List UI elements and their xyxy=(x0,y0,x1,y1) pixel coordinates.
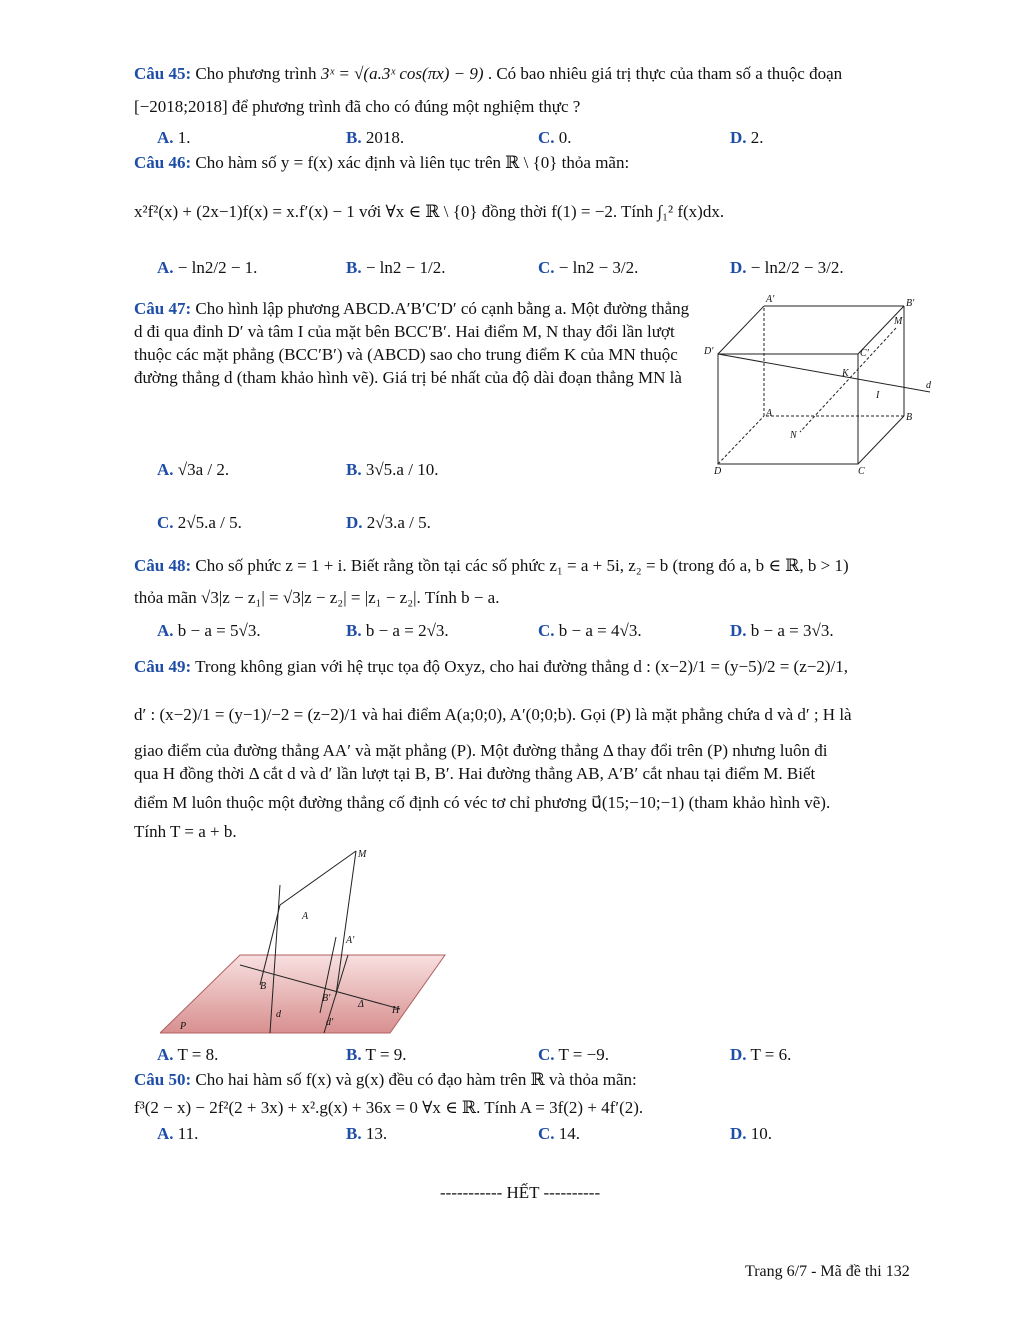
plane-p xyxy=(160,955,445,1033)
q45-option-d[interactable]: D. 2. xyxy=(730,128,764,147)
q45-equation: 3ˣ = √(a.3ˣ cos(πx) − 9) xyxy=(320,64,484,83)
q46-option-c[interactable]: C. − ln2 − 3/2. xyxy=(538,258,639,277)
q49-label: Câu 49: xyxy=(134,657,192,676)
svg-text:A′: A′ xyxy=(346,935,355,946)
svg-text:A: A xyxy=(766,408,773,419)
q45-option-b[interactable]: B. 2018. xyxy=(346,128,405,147)
q50-text2: f³(2 − x) − 2f²(2 + 3x) + x².g(x) + 36x = 0 ∀x ∈ ℝ. Tính A = 3f(2) + 4f′(2). xyxy=(134,1098,644,1117)
q49-line1 xyxy=(134,657,848,677)
q48-line1 xyxy=(134,556,849,576)
svg-text:d′: d′ xyxy=(326,1017,334,1028)
q45-text-pre: Cho phương trình xyxy=(195,64,317,83)
q49-text4: qua H đồng thời Δ cắt d và d′ lần lượt tại B, B′. Hai đường thẳng AB, A′B′ cắt nhau tại điểm M. Biết xyxy=(134,764,816,783)
q45-option-a[interactable]: A. 1. xyxy=(157,128,191,147)
q47-label: Câu 47: xyxy=(134,299,192,318)
svg-text:A′: A′ xyxy=(766,294,775,305)
q48-option-d[interactable]: D. b − a = 3√3. xyxy=(730,621,834,640)
q47-option-c[interactable]: C. 2√5.a / 5. xyxy=(157,513,242,532)
q48-text1: Cho số phức z = 1 + i. Biết rằng tồn tại các số phức z₁ = a + 5i, z₂ = b (trong đó a, b ∈ ℝ, b > 1) xyxy=(195,556,849,575)
q45-option-c[interactable]: C. 0. xyxy=(538,128,572,147)
q46-option-d[interactable]: D. − ln2/2 − 3/2. xyxy=(730,258,844,277)
svg-text:B′: B′ xyxy=(322,993,331,1004)
q50-option-b[interactable]: B. 13. xyxy=(346,1124,388,1143)
q49-text2: d′ : (x−2)/1 = (y−1)/−2 = (z−2)/1 và hai điểm A(a;0;0), A′(0;0;b). Gọi (P) là mặt phẳng chứa d và d′ ; H là xyxy=(134,705,852,724)
q46-text2: x²f²(x) + (2x−1)f(x) = x.f′(x) − 1 với ∀x ∈ ℝ \ {0} đồng thời f(1) = −2. Tính ∫₁² f(x)dx. xyxy=(134,202,725,221)
line-d xyxy=(718,354,930,392)
q48-option-b[interactable]: B. b − a = 2√3. xyxy=(346,621,449,640)
svg-text:M: M xyxy=(894,316,903,327)
q49-option-b[interactable]: B. T = 9. xyxy=(346,1045,407,1064)
plane-figure xyxy=(160,845,450,1037)
q49-text6: Tính T = a + b. xyxy=(134,822,237,841)
q47-option-a[interactable]: A. √3a / 2. xyxy=(157,460,230,479)
svg-text:B: B xyxy=(906,412,913,423)
q48-option-c[interactable]: C. b − a = 4√3. xyxy=(538,621,642,640)
end-marker: ----------- HẾT ---------- xyxy=(440,1183,601,1202)
cube-front-face xyxy=(718,354,858,464)
svg-text:d: d xyxy=(276,1009,281,1020)
svg-text:C′: C′ xyxy=(860,348,869,359)
q46-line1 xyxy=(134,153,629,173)
svg-text:C: C xyxy=(858,466,865,477)
q50-option-c[interactable]: C. 14. xyxy=(538,1124,581,1143)
q48-text2: thỏa mãn √3|z − z₁| = √3|z − z₂| = |z₁ − z₂|. Tính b − a. xyxy=(134,588,500,607)
svg-text:M: M xyxy=(358,849,367,860)
q50-line1 xyxy=(134,1070,637,1090)
q46-option-a[interactable]: A. − ln2/2 − 1. xyxy=(157,258,258,277)
svg-text:K: K xyxy=(842,368,849,379)
q50-label: Câu 50: xyxy=(134,1070,192,1089)
svg-text:H: H xyxy=(392,1005,400,1016)
q49-option-c[interactable]: C. T = −9. xyxy=(538,1045,609,1064)
q48-option-a[interactable]: A. b − a = 5√3. xyxy=(157,621,261,640)
page-footer: Trang 6/7 - Mã đề thi 132 xyxy=(745,1263,910,1280)
q49-text5: điểm M luôn thuộc một đường thẳng cố định có véc tơ chỉ phương u⃗(15;−10;−1) (tham khảo hình vẽ). xyxy=(134,793,831,812)
svg-text:D′: D′ xyxy=(704,346,714,357)
q45-text-post: . Có bao nhiêu giá trị thực của tham số a thuộc đoạn xyxy=(487,64,843,83)
svg-text:D: D xyxy=(714,466,722,477)
svg-text:N: N xyxy=(790,430,797,441)
q46-text1: Cho hàm số y = f(x) xác định và liên tục trên ℝ \ {0} thỏa mãn: xyxy=(195,153,630,172)
svg-text:A: A xyxy=(302,911,309,922)
q45-line1 xyxy=(134,64,842,84)
svg-text:B: B xyxy=(260,981,267,992)
cube-figure xyxy=(700,292,940,482)
q48-label: Câu 48: xyxy=(134,556,192,575)
q49-option-a[interactable]: A. T = 8. xyxy=(157,1045,219,1064)
q46-label: Câu 46: xyxy=(134,153,192,172)
svg-text:P: P xyxy=(180,1021,187,1032)
q46-option-b[interactable]: B. − ln2 − 1/2. xyxy=(346,258,446,277)
q49-text1: Trong không gian với hệ trục tọa độ Oxyz, cho hai đường thẳng d : (x−2)/1 = (y−5)/2 = (z−2)/1, xyxy=(195,657,848,676)
q50-option-d[interactable]: D. 10. xyxy=(730,1124,773,1143)
q50-option-a[interactable]: A. 11. xyxy=(157,1124,199,1143)
q45-line2: [−2018;2018] để phương trình đã cho có đúng một nghiệm thực ? xyxy=(134,97,581,116)
q49-text3: giao điểm của đường thẳng AA′ và mặt phẳng (P). Một đường thẳng Δ thay đổi trên (P) nhưng luôn đi xyxy=(134,741,828,760)
q50-text1: Cho hai hàm số f(x) và g(x) đều có đạo hàm trên ℝ và thỏa mãn: xyxy=(195,1070,637,1089)
q47-text: Cho hình lập phương ABCD.A′B′C′D′ có cạnh bằng a. Một đường thẳng d đi qua đỉnh D′ và tâm I của mặt bên BCC′B′. Hai điểm M, N thay đổi lần lượt thuộc các mặt phẳng (BCC′B′) và (ABCD) sao cho trung điểm K của MN thuộc đường thẳng d (tham khảo hình vẽ). Giá trị bé nhất của độ dài đoạn thẳng MN là xyxy=(134,299,690,387)
q49-option-d[interactable]: D. T = 6. xyxy=(730,1045,792,1064)
q47-option-d[interactable]: D. 2√3.a / 5. xyxy=(346,513,431,532)
svg-text:B′: B′ xyxy=(906,298,915,309)
q47-option-b[interactable]: B. 3√5.a / 10. xyxy=(346,460,439,479)
svg-text:I: I xyxy=(876,390,880,401)
q45-label: Câu 45: xyxy=(134,64,192,83)
cube-back-face-dashed xyxy=(764,306,904,416)
svg-text:d: d xyxy=(926,380,931,391)
svg-text:Δ: Δ xyxy=(358,999,364,1010)
line-ma xyxy=(280,851,356,905)
q47-text-block xyxy=(134,297,694,389)
